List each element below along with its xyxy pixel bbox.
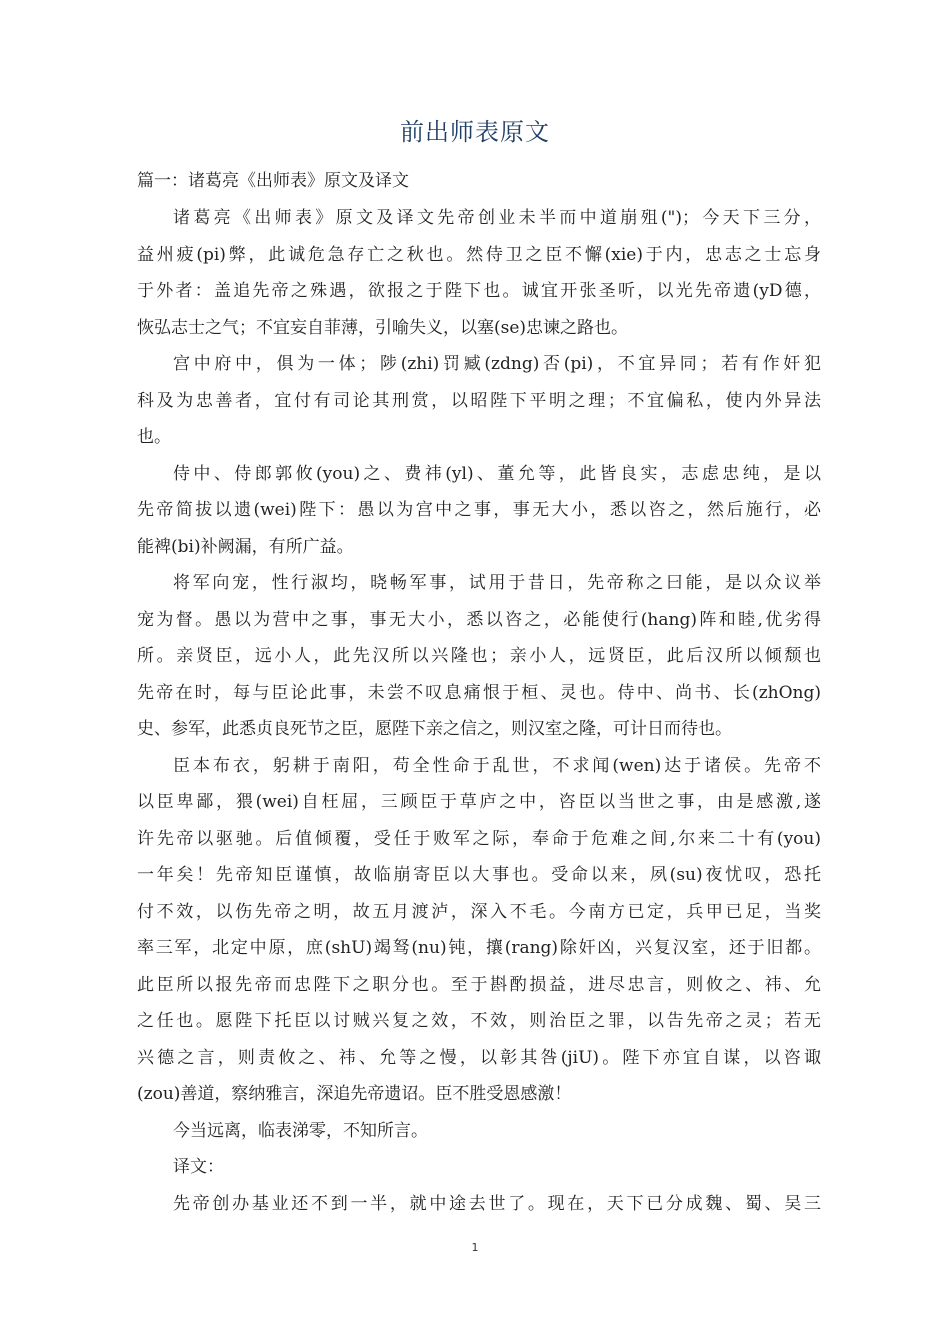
text-line: 臣本布衣，躬耕于南阳，苟全性命于乱世，不求闻(wen)达于诸侯。先帝不 bbox=[173, 755, 821, 776]
text-line: 许先帝以驱驰。后值倾覆，受任于败军之际，奉命于危难之间,尔来二十有(you) bbox=[137, 828, 821, 849]
text-line: 所。亲贤臣，远小人，此先汉所以兴隆也；亲小人，远贤臣，此后汉所以倾颓也 bbox=[137, 646, 821, 666]
text-line: 此臣所以报先帝而忠陛下之职分也。至于斟酌损益，进尽忠言，则攸之、祎、允 bbox=[137, 974, 821, 995]
text-line: 科及为忠善者，宜付有司论其刑赏，以昭陛下平明之理；不宜偏私，使内外异法 bbox=[137, 390, 821, 411]
text-line: 侍中、侍郎郭攸(you)之、费祎(yl)、董允等，此皆良实，志虑忠纯，是以 bbox=[173, 463, 821, 484]
text-line: 付不效，以伤先帝之明，故五月渡泸，深入不毛。今南方已定，兵甲已足，当奖 bbox=[137, 901, 821, 922]
section-heading: 篇一：诸葛亮《出师表》原文及译文 bbox=[137, 171, 409, 191]
text-line: 史、参军，此悉贞良死节之臣，愿陛下亲之信之，则汉室之隆，可计日而待也。 bbox=[137, 719, 732, 739]
page-number: 1 bbox=[471, 1241, 479, 1254]
text-line: 率三军，北定中原，庶(shU)竭驽(nu)钝，攘(rang)除奸凶，兴复汉室，还于旧都。 bbox=[137, 938, 821, 958]
text-line: 之任也。愿陛下托臣以讨贼兴复之效，不效，则治臣之罪，以告先帝之灵；若无 bbox=[137, 1011, 821, 1031]
text-line: 也。 bbox=[137, 427, 171, 447]
text-line: (zou)善道，察纳雅言，深追先帝遗诏。臣不胜受恩感激！ bbox=[137, 1084, 572, 1104]
text-line: 先帝简拔以遗(wei)陛下：愚以为宫中之事，事无大小，悉以咨之，然后施行，必 bbox=[137, 500, 821, 520]
text-line: 益州疲(pi)弊，此诚危急存亡之秋也。然侍卫之臣不懈(xie)于内，忠志之士忘身 bbox=[137, 244, 821, 265]
text-line: 先帝在时，每与臣论此事，未尝不叹息痛恨于桓、灵也。侍中、尚书、长(zhOng) bbox=[137, 682, 821, 703]
text-line: 将军向宠，性行淑均，晓畅军事，试用于昔日，先帝称之曰能，是以众议举 bbox=[173, 573, 821, 593]
text-line: 宫中府中，俱为一体；陟(zhi)罚臧(zdng)否(pi)，不宜异同；若有作奸犯 bbox=[173, 354, 821, 374]
page-title: 前出师表原文 bbox=[400, 118, 550, 146]
body-text bbox=[137, 200, 821, 1222]
text-line: 兴德之言，则责攸之、祎、允等之慢，以彰其咎(jiU)。陛下亦宜自谋，以咨诹 bbox=[137, 1047, 821, 1068]
text-line: 于外者：盖追先帝之殊遇，欲报之于陛下也。诚宜开张圣听，以光先帝遗(yD德， bbox=[137, 281, 821, 301]
text-line: 一年矣！先帝知臣谨慎，故临崩寄臣以大事也。受命以来，夙(su)夜忧叹，恐托 bbox=[137, 865, 821, 885]
text-line: 宠为督。愚以为营中之事，事无大小，悉以咨之，必能使行(hang)阵和睦,优劣得 bbox=[137, 609, 821, 630]
text-line: 诸葛亮《出师表》原文及译文先帝创业未半而中道崩殂(")；今天下三分， bbox=[173, 208, 821, 228]
text-line: 先帝创办基业还不到一半，就中途去世了。现在，天下已分成魏、蜀、吴三 bbox=[173, 1193, 821, 1214]
text-line: 恢弘志士之气；不宜妄自菲薄，引喻失义，以塞(se)忠谏之路也。 bbox=[137, 317, 629, 338]
text-line: 译文： bbox=[173, 1157, 224, 1177]
text-line: 能裨(bi)补阙漏，有所广益。 bbox=[137, 536, 354, 557]
text-line: 以臣卑鄙，猥(wei)自枉屈，三顾臣于草庐之中，咨臣以当世之事，由是感激,遂 bbox=[137, 792, 821, 812]
text-line: 今当远离，临表涕零，不知所言。 bbox=[173, 1120, 428, 1141]
